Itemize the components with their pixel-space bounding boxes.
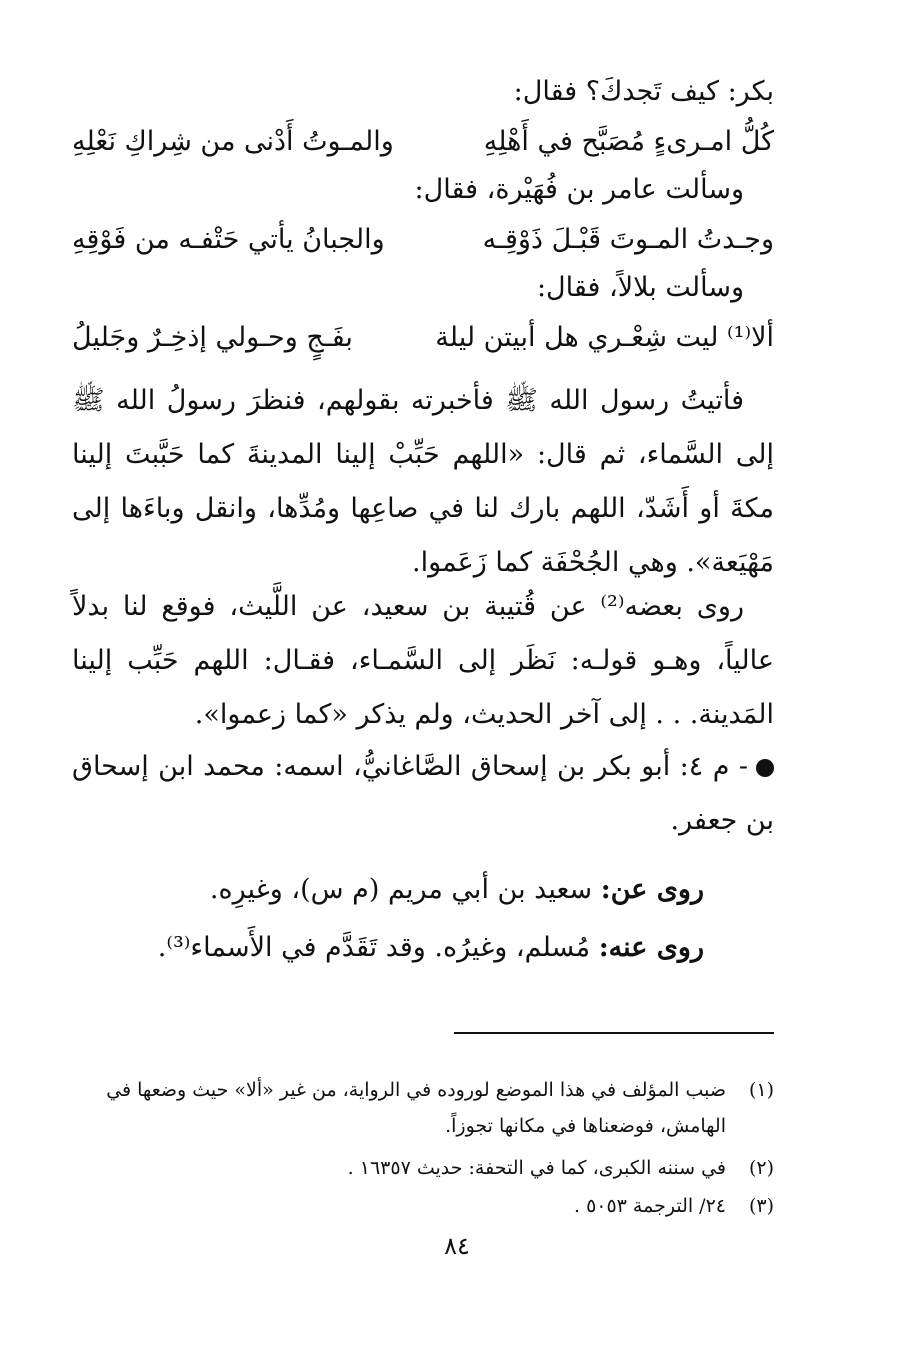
footnote-text: في سننه الكبرى، كما في التحفة: حديث ١٦٣٥٧ . (347, 1157, 726, 1179)
entry-text: - م ٤: أبو بكر بن إسحاق الصَّاغانيُّ، اسمه: محمد ابن إسحاق بن جعفر. (72, 751, 774, 836)
footnote-number: (٢) (748, 1157, 774, 1179)
footnote-separator (454, 1032, 774, 1034)
footnote (72, 1188, 774, 1224)
verse-hemistich: بفَـجٍ وحـولي إذخِـرٌ وجَليلُ (72, 322, 353, 353)
narrated-by-text: مُسلم، وغيرُه. وقد تَقَدَّم في الأَسماء⁽³⁾. (157, 932, 591, 963)
text-line: بكر: كيف تَجدكَ؟ فقال: (513, 76, 774, 107)
text-line: وسألت بلالاً، فقال: (536, 272, 744, 303)
verse-hemistich: والجبانُ يأتي حَتْفـه من فَوْقِهِ (72, 224, 385, 255)
narrated-by-label: روى عنه: (598, 932, 704, 963)
paragraph: روى بعضه⁽²⁾ عن قُتيبة بن سعيد، عن اللَّيث، فوقع لنا بدلاً عالياً، وهـو قولـه: نَظَر إلى السَّمـاء، فقـال: اللهم حَبِّب إلينا المَدينة. . . إلى آخر الحديث، ولم يذكر «كما زعموا». (72, 591, 774, 730)
text-line: وسألت عامر بن فُهَيْرة، فقال: (414, 174, 744, 205)
verse-line (72, 318, 774, 358)
verse-line (72, 122, 774, 162)
narrated-from-line (72, 866, 704, 914)
paragraph: فأتيتُ رسول الله ﷺ فأخبرته بقولهم، فنظرَ رسولُ الله ﷺ إلى السَّماء، ثم قال: «اللهم حَبِّبْ إلينا المدينةَ كما حَبَّبتَ إلينا مكةَ أو أَشَدّ، اللهم بارك لنا في صاعِها ومُدِّها، وانقل وباءَها إلى مَهْيَعة». وهي الجُحْفَة كما زَعَموا. (72, 385, 774, 578)
verse-hemistich: كُلُّ امـرىءٍ مُصَبَّح في أَهْلِهِ (483, 126, 774, 157)
verse-line (72, 220, 774, 260)
footnote-number: (١) (748, 1079, 774, 1101)
footnote-number: (٣) (748, 1195, 774, 1217)
verse-hemistich: والمـوتُ أَدْنى من شِراكِ نَعْلِهِ (72, 126, 394, 157)
narrated-from-label: روى عن: (600, 874, 704, 905)
narrated-from-text: سعيد بن أبي مريم (م س)، وغيرِه. (209, 874, 593, 905)
entry-header (72, 740, 774, 848)
footnote (72, 1150, 774, 1186)
verse-hemistich: وجـدتُ المـوتَ قَبْـلَ ذَوْقِـه (482, 224, 774, 255)
footnote-text: ضبب المؤلف في هذا الموضع لوروده في الرواية، من غير «ألا» حيث وضعها في الهامش، فوضعناها في مكانها تجوزاً. (106, 1079, 726, 1137)
page-number: ٨٤ (444, 1232, 470, 1260)
narrated-by-line (72, 924, 704, 972)
footnote-text: ٢٤/ الترجمة ٥٠٥٣ . (573, 1195, 726, 1217)
footnote (72, 1072, 774, 1144)
bullet-icon (756, 759, 774, 777)
verse-hemistich: ألا⁽¹⁾ ليت شِعْـري هل أبيتن ليلة (435, 322, 774, 353)
